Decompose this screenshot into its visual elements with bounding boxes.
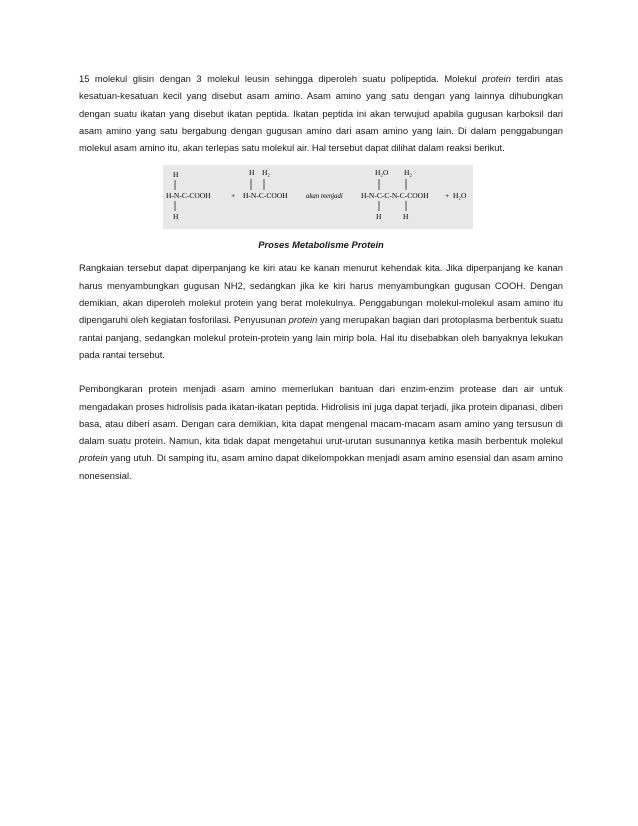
product-bottom-h-left: H — [376, 212, 382, 222]
water-product: H₂O — [453, 191, 467, 201]
document-page — [79, 70, 563, 484]
reaction-figure — [163, 165, 473, 229]
plus-sign-2: + — [445, 191, 450, 201]
paragraph-3-text-a: Pembongkaran protein menjadi asam amino memerlukan bantuan dari enzim-enzim protease dan air untuk mengadakan proses hidrolisis pada ikatan-ikatan peptida. Hidrolisis ini juga dapat terjadi, jika protein dipanasi, diberi basa, atau diberi asam. Dengan cara demikian, kita dapat mengenal macam-macam asam amino yang tersusun di dalam suatu protein. Namun, kita tidak dapat mengetahui urut-urutan susunannya ketika masih berbentuk molekul — [79, 383, 563, 447]
paragraph-2 — [79, 259, 563, 363]
paragraph-1 — [79, 70, 563, 156]
reactant2-top-h2: H₂ — [262, 168, 271, 178]
arrow-text: akan menjadi — [306, 193, 343, 201]
product-bottom-h-right: H — [403, 212, 409, 222]
reactant1-formula: H-N-C-COOH — [166, 191, 211, 201]
reactant2-formula: H-N-C-COOH — [243, 191, 288, 201]
paragraph-2-emphasis: protein — [288, 314, 318, 326]
reactant1-bottom-h: H — [173, 212, 179, 222]
figure-caption: Proses Metabolisme Protein — [258, 239, 384, 251]
product-formula: H-N-C-C-N-C-COOH — [361, 191, 429, 201]
paragraph-1-text-b: terdiri atas kesatuan-kesatuan kecil yang disebut asam amino. Asam amino yang satu dengan yang lainnya dihubungkan dengan suatu ikatan yang disebut ikatan peptida. Ikatan peptida ini akan terwujud apabila gugusan karboksil dari asam amino yang satu bergabung dengan gugusan amino dari asam amino yang lain. Di dalam penggabungan molekul asam amino itu, akan terlepas satu molekul air. Hal tersebut dapat dilihat dalam reaksi berikut. — [79, 73, 563, 154]
reactant2-top-h: H — [249, 168, 255, 178]
paragraph-2-text-b: yang merupakan bagian dari protoplasma berbentuk suatu rantai panjang, sedangkan molekul protein-protein yang lain mirip bola. Hal itu disebabkan oleh banyaknya lekukan pada rantai tersebut. — [79, 314, 563, 360]
product-top-h2o: H₂O — [375, 168, 389, 178]
reaction-diagram — [163, 165, 473, 229]
plus-sign-1: + — [231, 191, 236, 201]
paragraph-3 — [79, 380, 563, 484]
paragraph-3-emphasis: protein — [79, 452, 108, 464]
paragraph-1-emphasis: protein — [482, 73, 511, 84]
paragraph-1-text-a: 15 molekul glisin dengan 3 molekul leusin sehingga diperoleh suatu polipeptida. Molekul — [79, 73, 483, 84]
paragraph-2-text-a: Rangkaian tersebut dapat diperpanjang ke kiri atau ke kanan menurut kehendak kita. Jika diperpanjang ke kanan harus menyambungkan gugusan NH2, sedangkan jika ke kiri harus menyambungkan gugusan COOH. Dengan demikian, akan diperoleh molekul protein yang berat molekulnya. Penggabungan molekul-molekul asam amino itu dipengaruhi oleh kegiatan fosforilasi. Penyusunan — [79, 262, 563, 326]
reactant1-top-h: H — [173, 170, 179, 180]
product-top-h2: H₂ — [404, 168, 413, 178]
paragraph-3-text-b: yang utuh. Di samping itu, asam amino dapat dikelompokkan menjadi asam amino esensial dan asam amino nonesensial. — [79, 452, 563, 481]
